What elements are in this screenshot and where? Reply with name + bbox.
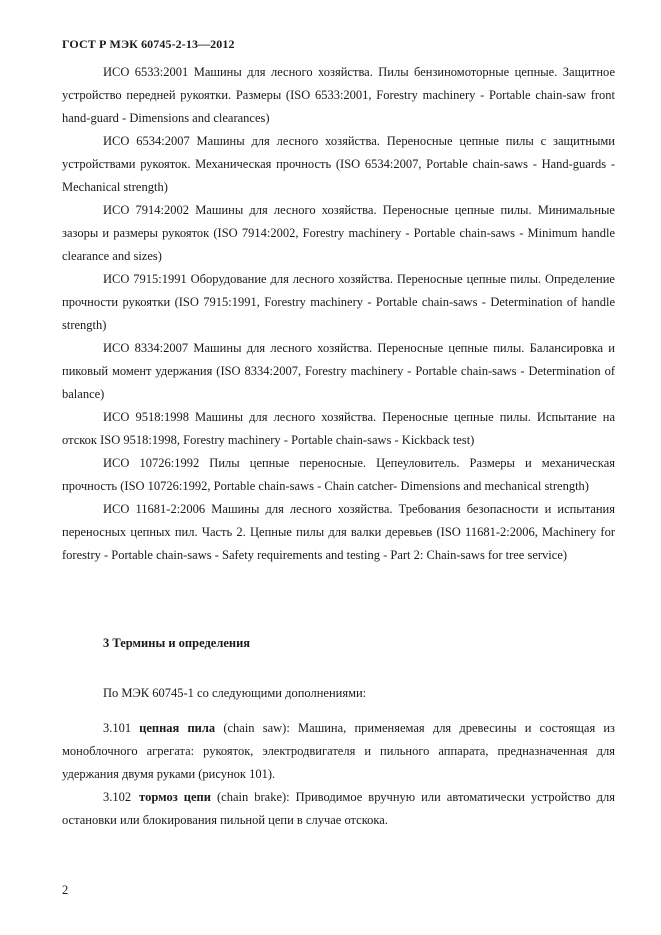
reference-item: ИСО 6534:2007 Машины для лесного хозяйства. Переносные цепные пилы с защитными устройствами рукояток. Механическая прочность (ISO 6534:2007, Portable chain-saws - Hand-guards - Mechanical strength): [62, 134, 615, 194]
reference-item: ИСО 9518:1998 Машины для лесного хозяйства. Переносные цепные пилы. Испытание на отскок ISO 9518:1998, Forestry machinery - Portable chain-saws - Kickback test): [62, 410, 615, 447]
term-number: 3.101: [103, 721, 132, 735]
term-text: (chain brake): Приводимое вручную или автоматически устройство для остановки или блокирования пильной цепи в случае отскока.: [62, 790, 616, 827]
reference-item: ИСО 7914:2002 Машины для лесного хозяйства. Переносные цепные пилы. Минимальные зазоры и размеры рукояток (ISO 7914:2002, Forestry machinery - Portable chain-saws - Minimum handle clearance and sizes): [62, 203, 615, 263]
term-definition: [62, 786, 615, 832]
term-number: 3.102: [103, 790, 132, 804]
term-name: тормоз цепи: [139, 790, 211, 804]
reference-item: ИСО 8334:2007 Машины для лесного хозяйства. Переносные цепные пилы. Балансировка и пиковый момент удержания (ISO 8334:2007, Forestry machinery - Portable chain-saws - Determination of balance): [62, 341, 615, 401]
reference-item: ИСО 11681-2:2006 Машины для лесного хозяйства. Требования безопасности и испытания переносных цепных пил. Часть 2. Цепные пилы для валки деревьев (ISO 11681-2:2006, Machinery for forestry - Portable chain-saws - Safety requirements and testing - Part 2: Chain-saws for tree service): [62, 502, 615, 562]
reference-item: ИСО 6533:2001 Машины для лесного хозяйства. Пилы бензиномоторные цепные. Защитное устройство передней рукоятки. Размеры (ISO 6533:2001, Forestry machinery - Portable chain-saw front hand-guard - Dimensions and clearances): [62, 65, 615, 125]
reference-item: ИСО 10726:1992 Пилы цепные переносные. Цепеуловитель. Размеры и механическая прочность (ISO 10726:1992, Portable chain-saws - Chain catcher- Dimensions and mechanical strength): [62, 456, 615, 493]
terms-list: [62, 717, 615, 832]
document-header: ГОСТ Р МЭК 60745-2-13—2012: [62, 37, 235, 51]
term-name: цепная пила: [139, 721, 216, 735]
reference-item: ИСО 7915:1991 Оборудование для лесного хозяйства. Переносные цепные пилы. Определение прочности рукоятки (ISO 7915:1991, Forestry machinery - Portable chain-saws - Determination of handle strength): [62, 272, 615, 332]
normative-references: [62, 61, 615, 567]
page-number: 2: [62, 883, 69, 897]
term-definition: [62, 717, 615, 786]
term-text: (chain saw): Машина, применяемая для древесины и состоящая из моноблочного агрегата: рукояток, электродвигателя и пильного аппарата, предназначенная для удержания двумя руками (рисунок 101).: [62, 721, 615, 781]
section-intro: По МЭК 60745-1 со следующими дополнениями:: [103, 686, 367, 700]
section-title: 3 Термины и определения: [103, 636, 251, 650]
